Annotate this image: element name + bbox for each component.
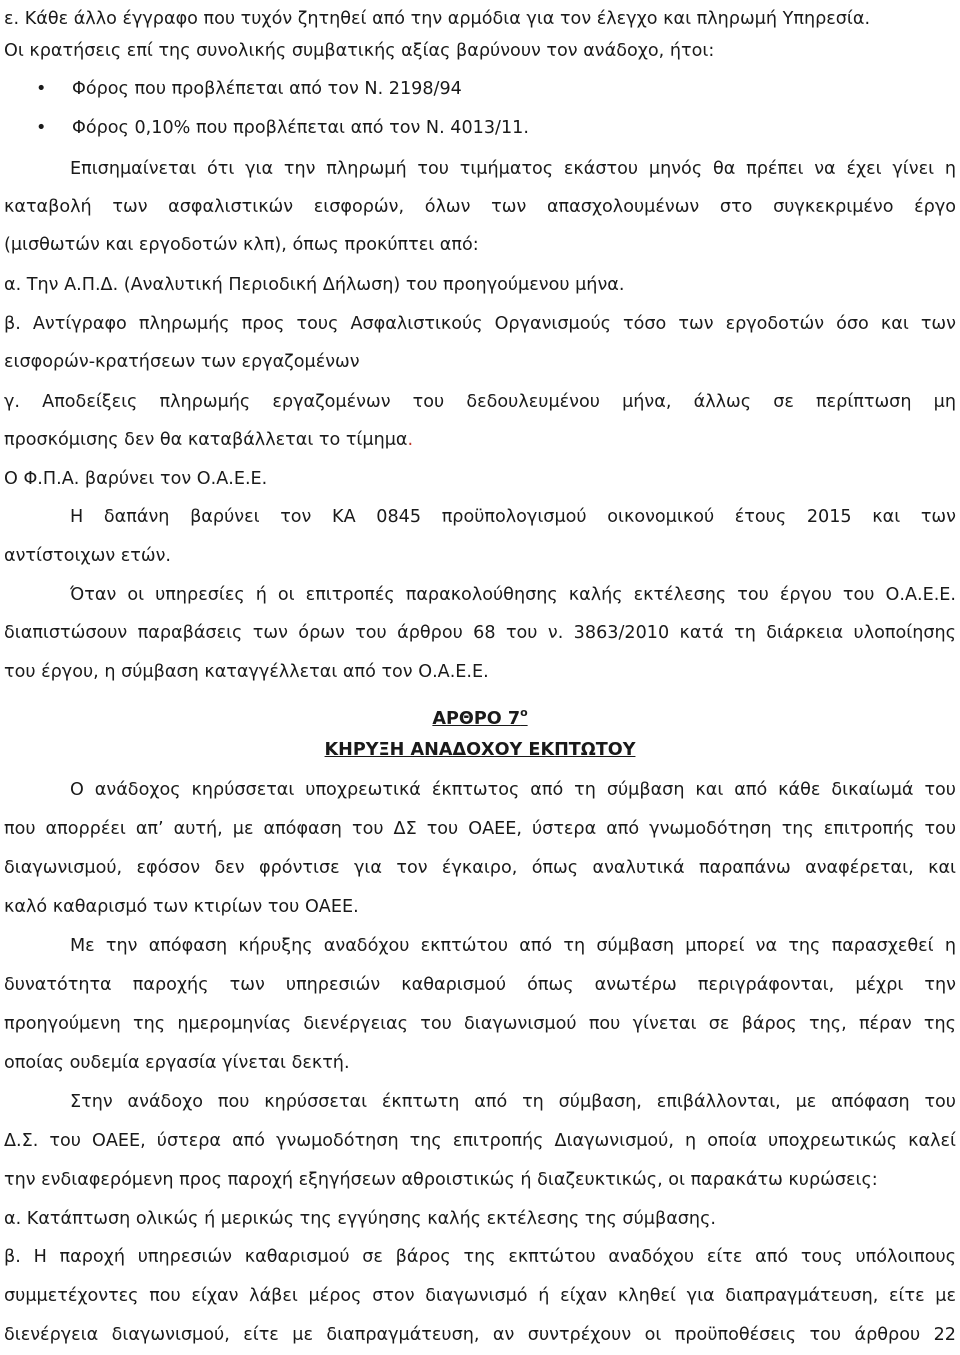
paragraph-line: αντίστοιχων ετών. bbox=[4, 546, 172, 566]
list-item: γ. Αποδείξεις πληρωμής εργαζομένων του δεδουλευμένου μήνα, άλλως σε περίπτωση μη bbox=[4, 392, 956, 412]
list-item: διενέργεια διαγωνισμού, είτε με διαπραγμάτευση, αν συντρέχουν οι προϋποθέσεις του άρθρου 22 bbox=[4, 1325, 956, 1345]
paragraph-line: καλό καθαρισμό των κτιρίων του ΟΑΕΕ. bbox=[4, 897, 359, 917]
paragraph-line: Επισημαίνεται ότι για την πληρωμή του τιμήματος εκάστου μηνός θα πρέπει να έχει γίνει η bbox=[70, 159, 956, 179]
red-period: . bbox=[407, 430, 414, 450]
bullet-item: • Φόρος που προβλέπεται από τον Ν. 2198/94 bbox=[72, 70, 956, 109]
paragraph-line: Ο ανάδοχος κηρύσσεται υποχρεωτικά έκπτωτος από τη σύμβαση και από κάθε δικαίωμά του bbox=[70, 780, 956, 800]
paragraph-line: καταβολή των ασφαλιστικών εισφορών, όλων των απασχολουμένων στο συγκεκριμένο έργο bbox=[4, 197, 956, 217]
paragraph-line: Δ.Σ. του ΟΑΕΕ, ύστερα από γνωμοδότηση της επιτροπής Διαγωνισμού, η οποία υποχρεωτικώς καλεί bbox=[4, 1131, 956, 1151]
paragraph-line: του έργου, η σύμβαση καταγγέλλεται από τον Ο.Α.Ε.Ε. bbox=[4, 662, 489, 682]
paragraph-line: προηγούμενη της ημερομηνίας διενέργειας του διαγωνισμού που γίνεται σε βάρος της, πέραν της bbox=[4, 1014, 956, 1034]
list-item: α. Την Α.Π.Δ. (Αναλυτική Περιοδική Δήλωση) του προηγούμενου μήνα. bbox=[4, 275, 625, 295]
article-heading: ΑΡΘΡΟ $7^o$ bbox=[432, 706, 528, 729]
paragraph-line: διαγωνισμού, εφόσον δεν φρόντισε για τον έγκαιρο, όπως αναλυτικά παραπάνω αναφέρεται, και bbox=[4, 858, 956, 878]
paragraph-line: Οι κρατήσεις επί της συνολικής συμβατικής αξίας βαρύνουν τον ανάδοχο, ήτοι: bbox=[4, 41, 715, 61]
paragraph-line: ε. Κάθε άλλο έγγραφο που τυχόν ζητηθεί από την αρμόδια για τον έλεγχο και πληρωμή Υπηρεσία. bbox=[4, 9, 871, 29]
paragraph-line: οποίας ουδεμία εργασία γίνεται δεκτή. bbox=[4, 1053, 350, 1073]
paragraph-line: Με την απόφαση κήρυξης αναδόχου εκπτώτου από τη σύμβαση μπορεί να της παρασχεθεί η bbox=[70, 936, 956, 956]
paragraph-line: δυνατότητα παροχής των υπηρεσιών καθαρισμού όπως ανωτέρω περιγράφονται, μέχρι την bbox=[4, 975, 956, 995]
paragraph-line: Ο Φ.Π.Α. βαρύνει τον Ο.Α.Ε.Ε. bbox=[4, 469, 268, 489]
list-item: προσκόμισης δεν θα καταβάλλεται το τίμημα. bbox=[4, 430, 414, 450]
bullet-item: • Φόρος 0,10% που προβλέπεται από τον Ν. 4013/11. bbox=[72, 109, 956, 148]
list-item: β. Αντίγραφο πληρωμής προς τους Ασφαλιστικούς Οργανισμούς τόσο των εργοδοτών όσο και των bbox=[4, 314, 956, 334]
list-item: β. Η παροχή υπηρεσιών καθαρισμού σε βάρος της εκπτώτου αναδόχου είτε από τους υπόλοιπους bbox=[4, 1247, 956, 1267]
list-item: εισφορών-κρατήσεων των εργαζομένων bbox=[4, 352, 360, 372]
paragraph-line: Η δαπάνη βαρύνει τον ΚΑ 0845 προϋπολογισμού οικονομικού έτους 2015 και των bbox=[70, 507, 956, 527]
list-item: συμμετέχοντες που είχαν λάβει μέρος στον διαγωνισμό ή είχαν κληθεί για διαπραγμάτευση, είτε με bbox=[4, 1286, 956, 1306]
paragraph-line: την ενδιαφερόμενη προς παροχή εξηγήσεων αθροιστικώς ή διαζευκτικώς, οι παρακάτω κυρώσεις: bbox=[4, 1170, 878, 1190]
paragraph-line: που απορρέει απ’ αυτή, με απόφαση του ΔΣ του ΟΑΕΕ, ύστερα από γνωμοδότηση της επιτροπής του bbox=[4, 819, 956, 839]
paragraph-line: Στην ανάδοχο που κηρύσσεται έκπτωτη από τη σύμβαση, επιβάλλονται, με απόφαση του bbox=[70, 1092, 956, 1112]
paragraph-line: Όταν οι υπηρεσίες ή οι επιτροπές παρακολούθησης καλής εκτέλεσης του έργου του Ο.Α.Ε.Ε. bbox=[70, 585, 956, 605]
paragraph-line: (μισθωτών και εργοδοτών κλπ), όπως προκύπτει από: bbox=[4, 235, 479, 255]
paragraph-line: διαπιστώσουν παραβάσεις των όρων του άρθρου 68 του ν. 3863/2010 κατά τη διάρκεια υλοποίησης bbox=[4, 623, 956, 643]
list-item: α. Κατάπτωση ολικώς ή μερικώς της εγγύησης καλής εκτέλεσης της σύμβασης. bbox=[4, 1209, 717, 1229]
article-title: ΚΗΡΥΞΗ ΑΝΑΔΟΧΟΥ ΕΚΠΤΩΤΟΥ bbox=[324, 740, 636, 760]
